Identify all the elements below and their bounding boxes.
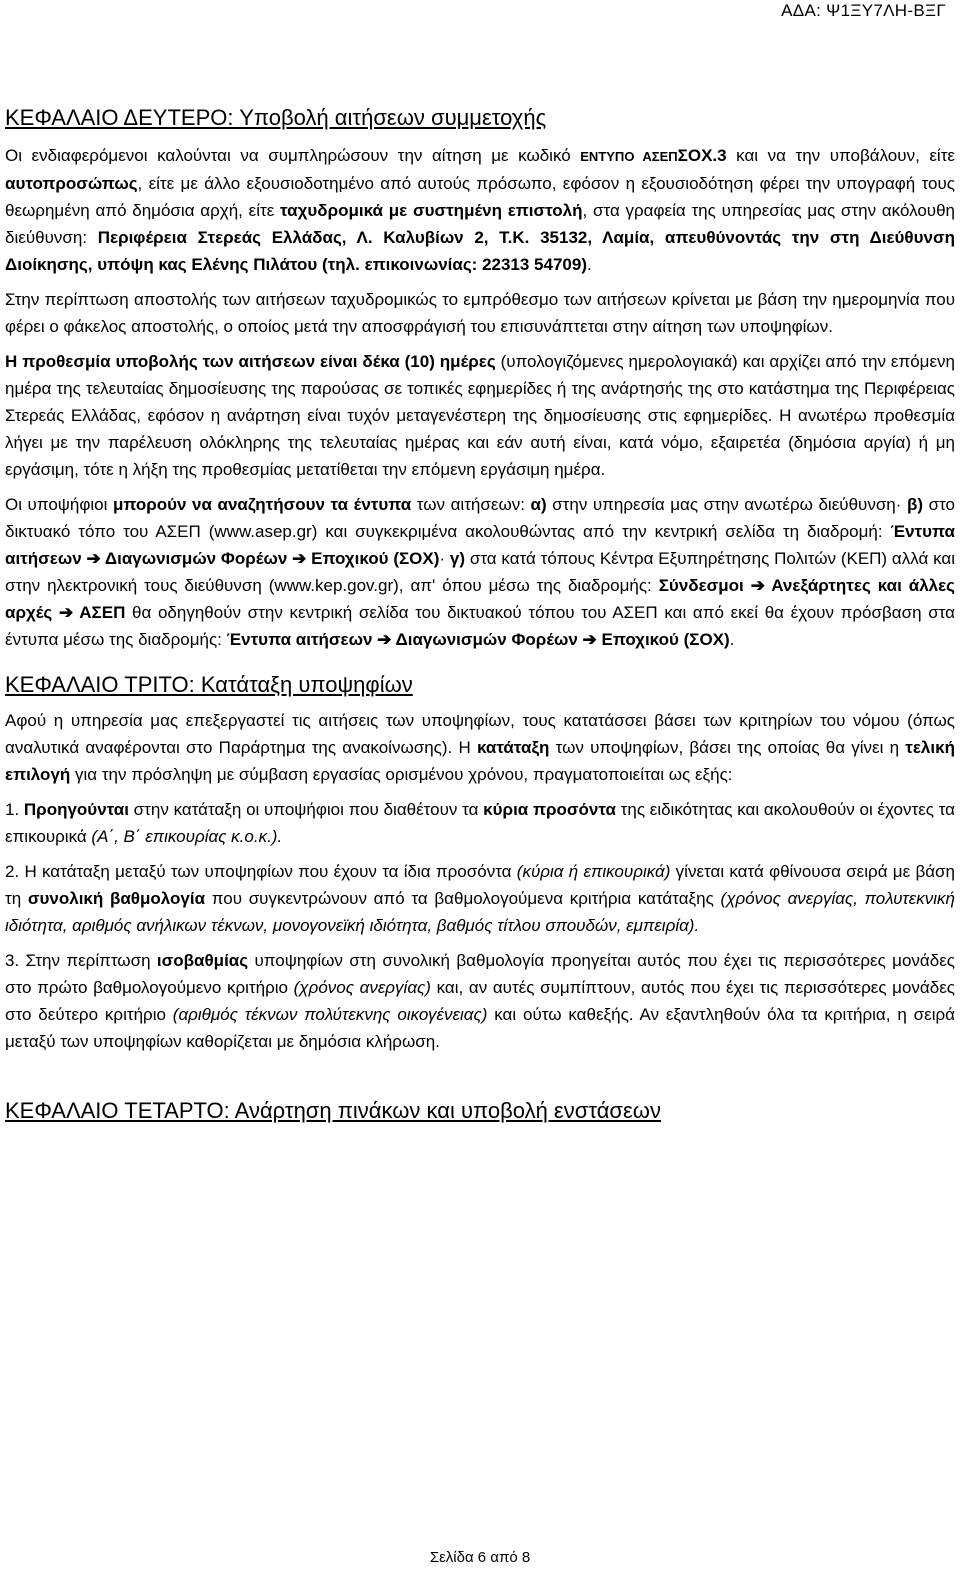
arrow-right-icon: ➔ <box>582 630 597 649</box>
section3-heading: ΚΕΦΑΛΑΙΟ ΤΡΙΤΟ: Κατάταξη υποψηφίων <box>5 672 413 697</box>
arrow-right-icon: ➔ <box>377 630 392 649</box>
document-body <box>5 104 955 1125</box>
arrow-right-icon: ➔ <box>292 549 307 568</box>
arrow-right-icon: ➔ <box>86 549 101 568</box>
list-item-3: 3. Στην περίπτωση ισοβαθμίας υποψηφίων στη συνολική βαθμολογία προηγείται αυτός που έχει τις περισσότερες μονάδες στο πρώτο βαθμολογούμενο κριτήριο (χρόνος ανεργίας) και, αν αυτές συμπίπτουν, αυτός που έχει τις περισσότερες μονάδες στο δεύτερο κριτήριο (αριθμός τέκνων πολύτεκνης οικογένειας) και ούτω καθεξής. Αν εξαντληθούν όλα τα κριτήρια, η σειρά μεταξύ των υποψηφίων καθορίζεται με δημόσια κλήρωση. <box>5 951 956 1051</box>
section3-paragraph-1: Αφού η υπηρεσία μας επεξεργαστεί τις αιτήσεις των υποψηφίων, τους κατατάσσει βάσει των κριτηρίων του νόμου (όπως αναλυτικά αναφέρονται στο Παράρτημα της ανακοίνωσης). Η κατάταξη των υποψηφίων, βάσει της οποίας θα γίνει η τελική επιλογή για την πρόσληψη με σύμβαση εργασίας ορισμένου χρόνου, πραγματοποιείται ως εξής: <box>5 711 955 784</box>
list-item-1: 1. Προηγούνται στην κατάταξη οι υποψήφιοι που διαθέτουν τα κύρια προσόντα της ειδικότητας και ακολουθούν οι έχοντες τα επικουρικά (Α΄, Β΄ επικουρίας κ.ο.κ.). <box>5 800 956 846</box>
page-number: Σελίδα 6 από 8 <box>429 1549 531 1566</box>
section2-heading: ΚΕΦΑΛΑΙΟ ΔΕΥΤΕΡΟ: Υποβολή αιτήσεων συμμετοχής <box>5 105 547 130</box>
arrow-right-icon: ➔ <box>58 603 74 622</box>
section2-paragraph-1: Οι ενδιαφερόμενοι καλούνται να συμπληρώσουν την αίτηση με κωδικό ΕΝΤΥΠΟ ΑΣΕΠΣΟΧ.3 και να την υποβάλουν, είτε αυτοπροσώπως, είτε με άλλο εξουσιοδοτημένο από αυτούς πρόσωπο, εφόσον η εξουσιοδότηση φέρει την υπογραφή τους θεωρημένη από δημόσια αρχή, είτε ταχυδρομικά με συστημένη επιστολή, στα γραφεία της υπηρεσίας μας στην ακόλουθη διεύθυνση: Περιφέρεια Στερεάς Ελλάδας, Λ. Καλυβίων 2, Τ.Κ. 35132, Λαμία, απευθύνοντάς την στη Διεύθυνση Διοίκησης, υπόψη κας Ελένης Πιλάτου (τηλ. επικοινωνίας: 22313 54709). <box>5 146 955 274</box>
section2-paragraph-3: Η προθεσμία υποβολής των αιτήσεων είναι δέκα (10) ημέρες (υπολογιζόμενες ημερολογιακά) και αρχίζει από την επόμενη ημέρα της τελευταίας δημοσίευσης της παρούσας σε τοπικές εφημερίδες ή της ανάρτησής της στο κατάστημα της Περιφέρειας Στερεάς Ελλάδας, εφόσον η ανάρτηση είναι τυχόν μεταγενέστερη της δημοσίευσης στις εφημερίδες. Η ανωτέρω προθεσμία λήγει με την παρέλευση ολόκληρης της τελευταίας ημέρας και εάν αυτή είναι, κατά νόμο, εξαιρετέα (δημόσια αργία) ή μη εργάσιμη, τότε η λήξη της προθεσμίας μετατίθεται την επόμενη εργάσιμη ημέρα. <box>5 352 955 479</box>
section4-heading: ΚΕΦΑΛΑΙΟ ΤΕΤΑΡΤΟ: Ανάρτηση πινάκων και υποβολή ενστάσεων <box>5 1098 661 1123</box>
section2-paragraph-4: Οι υποψήφιοι μπορούν να αναζητήσουν τα έντυπα των αιτήσεων: α) στην υπηρεσία μας στην ανωτέρω διεύθυνση· β) στο δικτυακό τόπο του ΑΣΕΠ (www.asep.gr) και συγκεκριμένα ακολουθώντας από την κεντρική σελίδα τη διαδρομή: Έντυπα αιτήσεων ➔ Διαγωνισμών Φορέων ➔ Εποχικού (ΣΟΧ)· γ) στα κατά τόπους Κέντρα Εξυπηρέτησης Πολιτών (ΚΕΠ) αλλά και στην ηλεκτρονική τους διεύθυνση (www.kep.gov.gr), απ' όπου μέσω της διαδρομής: Σύνδεσμοι ➔ Ανεξάρτητες και άλλες αρχές ➔ ΑΣΕΠ θα οδηγηθούν στην κεντρική σελίδα του δικτυακού τόπου του ΑΣΕΠ και από εκεί θα έχουν πρόσβαση στα έντυπα μέσω της διαδρομής: Έντυπα αιτήσεων ➔ Διαγωνισμών Φορέων ➔ Εποχικού (ΣΟΧ). <box>5 495 956 649</box>
ada-code: ΑΔΑ: Ψ1ΞΥ7ΛΗ-ΒΞΓ <box>781 1 946 20</box>
list-item-2: 2. Η κατάταξη μεταξύ των υποψηφίων που έχουν τα ίδια προσόντα (κύρια ή επικουρικά) γίνεται κατά φθίνουσα σειρά με βάση τη συνολική βαθμολογία που συγκεντρώνουν από τα βαθμολογούμενα κριτήρια κατάταξης (χρόνος ανεργίας, πολυτεκνική ιδιότητα, αριθμός ανήλικων τέκνων, μονογονεϊκή ιδιότητα, βαθμός τίτλου σπουδών, εμπειρία). <box>5 862 955 935</box>
section2-paragraph-2: Στην περίπτωση αποστολής των αιτήσεων ταχυδρομικώς το εμπρόθεσμο των αιτήσεων κρίνεται με βάση την ημερομηνία που φέρει ο φάκελος αποστολής, ο οποίος μετά την αποσφράγισή του επισυνάπτεται στην αίτηση των υποψηφίων. <box>5 290 955 336</box>
arrow-right-icon: ➔ <box>750 576 765 595</box>
